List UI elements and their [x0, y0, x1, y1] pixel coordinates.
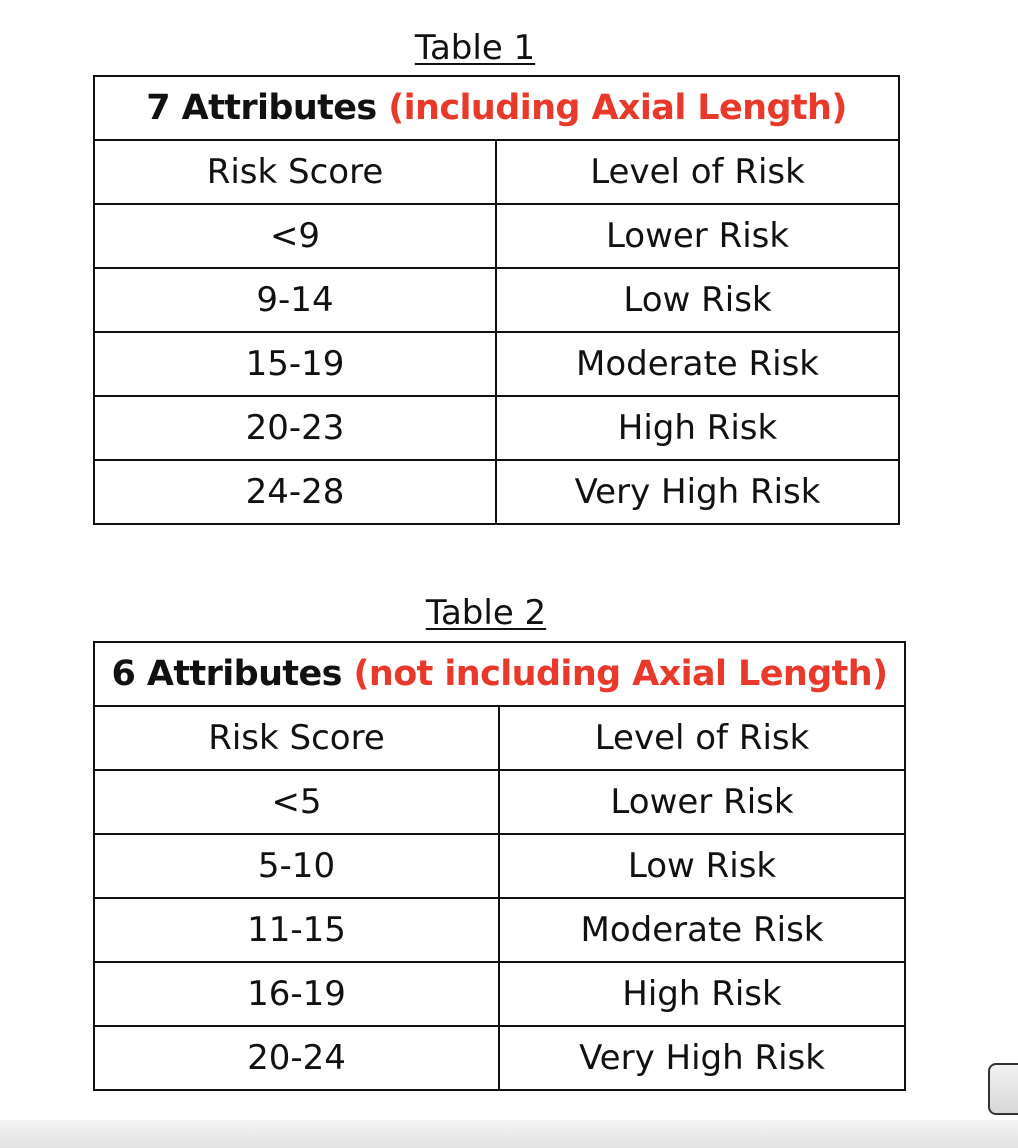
risk-level-cell: Low Risk	[496, 268, 899, 332]
table-title-accent: (not including Axial Length)	[353, 654, 888, 694]
risk-score-cell: <9	[94, 204, 496, 268]
table-title	[94, 76, 899, 140]
table-row	[94, 898, 905, 962]
risk-score-cell: 20-24	[94, 1026, 499, 1090]
table-row	[94, 460, 899, 524]
table-1-caption: Table 1	[414, 28, 536, 68]
risk-level-cell: High Risk	[499, 962, 905, 1026]
table-header-row	[94, 706, 905, 770]
risk-table-2	[93, 641, 906, 1091]
risk-score-cell: <5	[94, 770, 499, 834]
risk-level-cell: Low Risk	[499, 834, 905, 898]
risk-score-cell: 5-10	[94, 834, 499, 898]
table-row	[94, 1026, 905, 1090]
bottom-scroll-bar	[0, 1120, 1018, 1148]
header-risk-score: Risk Score	[94, 706, 499, 770]
table-title-bold: 6 Attributes	[111, 654, 342, 694]
risk-score-cell: 9-14	[94, 268, 496, 332]
table-header-row	[94, 140, 899, 204]
table-title-bold: 7 Attributes	[146, 88, 377, 128]
risk-score-cell: 15-19	[94, 332, 496, 396]
table-row	[94, 268, 899, 332]
risk-table-1	[93, 75, 900, 525]
table-row	[94, 834, 905, 898]
table-title-row	[94, 76, 899, 140]
risk-level-cell: Lower Risk	[499, 770, 905, 834]
table-row	[94, 332, 899, 396]
table-title-accent: (including Axial Length)	[388, 88, 847, 128]
risk-level-cell: Moderate Risk	[496, 332, 899, 396]
table-row	[94, 770, 905, 834]
risk-level-cell: Moderate Risk	[499, 898, 905, 962]
table-row	[94, 962, 905, 1026]
table-row	[94, 204, 899, 268]
table-title-row	[94, 642, 905, 706]
risk-level-cell: Very High Risk	[496, 460, 899, 524]
risk-score-cell: 20-23	[94, 396, 496, 460]
header-level-of-risk: Level of Risk	[496, 140, 899, 204]
risk-score-cell: 11-15	[94, 898, 499, 962]
risk-level-cell: High Risk	[496, 396, 899, 460]
risk-level-cell: Very High Risk	[499, 1026, 905, 1090]
table-title	[94, 642, 905, 706]
risk-score-cell: 16-19	[94, 962, 499, 1026]
table-2-caption: Table 2	[425, 593, 547, 633]
table-row	[94, 396, 899, 460]
header-risk-score: Risk Score	[94, 140, 496, 204]
risk-level-cell: Lower Risk	[496, 204, 899, 268]
header-level-of-risk: Level of Risk	[499, 706, 905, 770]
corner-button[interactable]	[988, 1063, 1018, 1115]
risk-score-cell: 24-28	[94, 460, 496, 524]
